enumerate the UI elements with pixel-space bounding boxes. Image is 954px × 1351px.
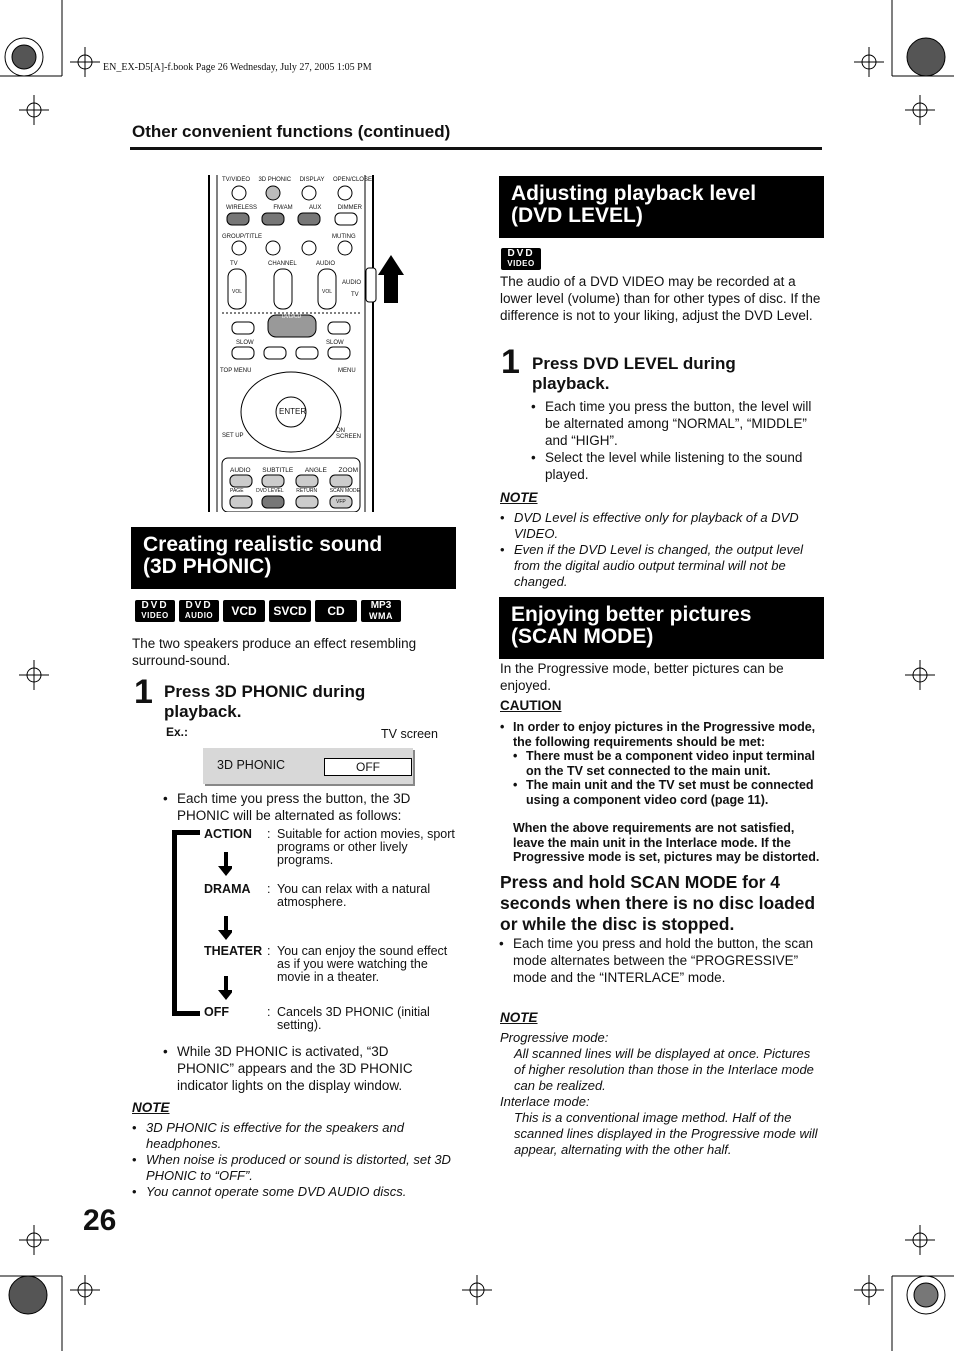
page-number: 26 bbox=[83, 1204, 117, 1237]
mode-desc: You can enjoy the sound effect as if you were watching the movie in a theater. bbox=[277, 944, 448, 984]
mode-colon: : bbox=[267, 1005, 271, 1019]
section2-note-heading: NOTE bbox=[500, 490, 538, 505]
bullet-item: • Select the level while listening to the sound played. bbox=[531, 449, 823, 483]
muting-label: MUTING bbox=[332, 234, 356, 240]
tv-label: TV bbox=[230, 261, 238, 267]
step-title: Press 3D PHONIC during playback. bbox=[164, 682, 366, 721]
section-title-line2: (DVD LEVEL) bbox=[511, 204, 643, 227]
disc-badges bbox=[135, 600, 455, 622]
section1-intro: The two speakers produce an effect resembling surround-sound. bbox=[132, 636, 417, 668]
caution-tail: When the above requirements are not satisfied, leave the main unit in the Interlace mode. If the Progressive mode is set, pictures may be distorted. bbox=[513, 821, 820, 864]
mode-name: ACTION bbox=[204, 827, 252, 841]
section1-bullet1 bbox=[163, 790, 443, 824]
osd-value: OFF bbox=[324, 758, 412, 776]
mode-desc: Suitable for action movies, sport programs or other lively programs. bbox=[277, 827, 455, 867]
section2-notes bbox=[500, 510, 822, 590]
running-head: Other convenient functions (continued) bbox=[132, 122, 451, 141]
remote-illustration bbox=[208, 175, 413, 512]
section-title-line1: Enjoying better pictures bbox=[511, 603, 752, 626]
mode-name: OFF bbox=[204, 1005, 229, 1019]
caution-sub-item: • There must be a component video input terminal on the TV set connected to the main unit. bbox=[513, 749, 823, 778]
scan-step-title: Press and hold SCAN MODE for 4 seconds when there is no disc loaded or while the disc is stopped. bbox=[500, 872, 816, 934]
channel-label: CHANNEL bbox=[268, 261, 297, 267]
ex-label: Ex.: bbox=[166, 725, 189, 739]
return-button-label: RETURN bbox=[296, 488, 318, 494]
aux-label: AUX bbox=[308, 205, 322, 211]
interlace-label: Interlace mode: bbox=[500, 1094, 590, 1109]
mode-desc: Cancels 3D PHONIC (initial setting). bbox=[277, 1005, 430, 1032]
setup-label: SET UP bbox=[222, 433, 244, 439]
badge-vcd: VCD bbox=[223, 600, 265, 622]
tv-screen-label: TV screen bbox=[381, 727, 438, 741]
badge-cd: CD bbox=[315, 600, 357, 622]
print-line: EN_EX-D5[A]-f.book Page 26 Wednesday, July 27, 2005 1:05 PM bbox=[103, 62, 372, 73]
note-item: • When noise is produced or sound is distorted, set 3D PHONIC to “OFF”. bbox=[132, 1152, 452, 1184]
remote-row2-labels bbox=[226, 205, 362, 211]
badge-dvd-audio: DVD AUDIO bbox=[179, 600, 219, 622]
bullet-item: • While 3D PHONIC is activated, “3D PHONIC” appears and the 3D PHONIC indicator lights on the display window. bbox=[163, 1043, 448, 1094]
badge-dvd-video: DVD VIDEO bbox=[135, 600, 175, 622]
vfp-label: VFP bbox=[336, 499, 346, 505]
bullet-item: • Each time you press and hold the button, the scan mode alternates between the “PROGRESSIVE” mode and the “INTERLACE” mode. bbox=[499, 935, 821, 986]
dimmer-label: DIMMER bbox=[337, 205, 362, 211]
mode-cycle-diagram bbox=[172, 826, 232, 1020]
vol-right-label: VOL bbox=[322, 289, 333, 295]
angle-button-label: ANGLE bbox=[304, 467, 327, 474]
header-rule bbox=[130, 147, 822, 150]
remote-rowa-labels bbox=[230, 467, 358, 474]
progressive-label: Progressive mode: bbox=[500, 1030, 609, 1045]
audio-button-label: AUDIO bbox=[230, 467, 251, 474]
disc-badge-dvd-video bbox=[501, 248, 545, 270]
section-banner-3d-phonic bbox=[131, 527, 456, 589]
mode-desc: You can relax with a natural atmosphere. bbox=[277, 882, 431, 909]
3dphonic-label: 3D PHONIC bbox=[258, 177, 292, 183]
fmam-label: FM/AM bbox=[273, 205, 293, 211]
mode-colon: : bbox=[267, 827, 271, 841]
enter-label: ENTER bbox=[279, 407, 307, 416]
switch-audio-label: AUDIO bbox=[342, 280, 362, 286]
caution-heading: CAUTION bbox=[500, 698, 562, 713]
section3-bullet bbox=[499, 935, 821, 986]
caution-sub-item: • The main unit and the TV set must be connected using a component video cord (page 11). bbox=[513, 778, 823, 807]
caution-item: • In order to enjoy pictures in the Progressive mode, the following requirements should be met: bbox=[500, 720, 822, 749]
progressive-text: All scanned lines will be displayed at once. Pictures of higher resolution than those in the Interlace mode can be realized. bbox=[514, 1046, 814, 1093]
vol-left-label: VOL bbox=[232, 289, 243, 295]
top-menu-label: TOP MENU bbox=[220, 368, 252, 374]
section3-intro: In the Progressive mode, better pictures can be enjoyed. bbox=[500, 661, 784, 693]
subtitle-button-label: SUBTITLE bbox=[262, 467, 294, 474]
openclose-label: OPEN/CLOSE bbox=[332, 177, 372, 183]
note-item: • 3D PHONIC is effective for the speakers and headphones. bbox=[132, 1120, 452, 1152]
onscreen-label: ON SCREEN bbox=[336, 428, 362, 440]
bullet-item: • Each time you press the button, the level will be alternated among “NORMAL”, “MIDDLE” and “HIGH”. bbox=[531, 398, 823, 449]
step-number: 1 bbox=[501, 343, 520, 381]
slow-plus-label: SLOW bbox=[326, 340, 344, 346]
badge-svcd: SVCD bbox=[269, 600, 311, 622]
section-banner-scan-mode bbox=[499, 597, 824, 659]
caution-sub bbox=[513, 749, 823, 807]
section2-bullets bbox=[531, 398, 823, 483]
badge-mp3-wma: MP3 WMA bbox=[361, 600, 401, 622]
osd-label: 3D PHONIC bbox=[217, 758, 286, 772]
step-number: 1 bbox=[134, 673, 153, 711]
section-banner-dvd-level bbox=[499, 176, 824, 238]
mode-colon: : bbox=[267, 882, 271, 896]
section2-intro: The audio of a DVD VIDEO may be recorded at a lower level (volume) than for other types of disc. If the difference is not to your liking, adjust the DVD Level. bbox=[500, 274, 821, 323]
section3-note-heading: NOTE bbox=[500, 1010, 538, 1025]
remote-row1-labels bbox=[222, 177, 372, 183]
menu-label: MENU bbox=[338, 368, 356, 374]
section-title-line2: (3D PHONIC) bbox=[143, 555, 272, 578]
bullet-item: • Each time you press the button, the 3D PHONIC will be alternated as follows: bbox=[163, 790, 443, 824]
mode-colon: : bbox=[267, 944, 271, 958]
zoom-button-label: ZOOM bbox=[338, 467, 358, 474]
dvdlevel-button-label: DVD LEVEL bbox=[256, 488, 284, 494]
tvvideo-label: TV/VIDEO bbox=[222, 177, 251, 183]
section1-note-heading: NOTE bbox=[132, 1100, 170, 1115]
scanmode-button-label: SCAN MODE bbox=[329, 488, 360, 494]
note-item: • You cannot operate some DVD AUDIO discs. bbox=[132, 1184, 452, 1200]
wireless-label: WIRELESS bbox=[226, 205, 258, 211]
grouptitle-label: GROUP/TITLE bbox=[222, 234, 263, 240]
audio-label: AUDIO bbox=[316, 261, 336, 267]
switch-tv-label: TV bbox=[351, 292, 359, 298]
badge-dvd-video: DVD VIDEO bbox=[501, 248, 541, 270]
note-item: • Even if the DVD Level is changed, the output level from the digital audio output terminal will not be changed. bbox=[500, 542, 822, 590]
section-title-line1: Adjusting playback level bbox=[511, 182, 757, 205]
section1-notes bbox=[132, 1120, 452, 1200]
dvdcd-label: DVD/CD bbox=[282, 314, 302, 320]
page-button-label: PAGE bbox=[230, 488, 244, 494]
caution-main bbox=[500, 720, 822, 749]
osd-panel bbox=[203, 748, 413, 784]
mode-name: DRAMA bbox=[204, 882, 251, 896]
section1-bullet2 bbox=[163, 1043, 448, 1094]
section-title-line1: Creating realistic sound bbox=[143, 533, 383, 556]
step-title: Press DVD LEVEL during playback. bbox=[532, 354, 736, 393]
interlace-text: This is a conventional image method. Half of the scanned lines displayed in the Progressive mode will appear, alternating with the other half. bbox=[514, 1110, 818, 1157]
display-label: DISPLAY bbox=[299, 177, 325, 183]
mode-name: THEATER bbox=[204, 944, 263, 958]
section-title-line2: (SCAN MODE) bbox=[511, 625, 654, 648]
note-item: • DVD Level is effective only for playback of a DVD VIDEO. bbox=[500, 510, 822, 542]
slow-minus-label: SLOW bbox=[236, 340, 254, 346]
remote-rowb-labels bbox=[230, 488, 360, 494]
